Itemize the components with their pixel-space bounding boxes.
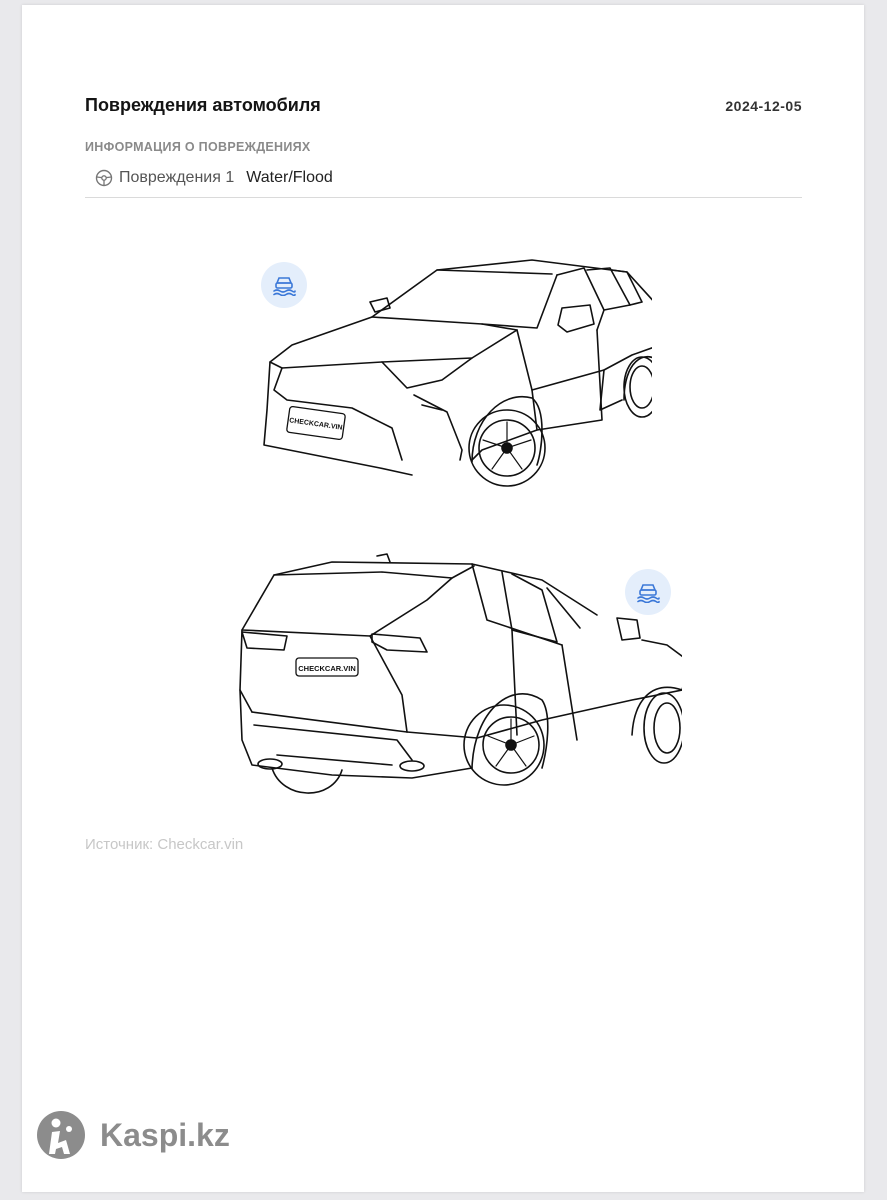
divider [85,197,802,198]
report-page [22,5,864,1192]
front-plate [286,406,345,440]
flood-car-icon [636,581,660,603]
source-note: Источник: Checkcar.vin [85,836,244,853]
steering-wheel-icon [95,169,113,187]
damage-item-value: Water/Flood [246,169,333,186]
report-date: 2024-12-05 [725,97,802,114]
svg-text:CHECKCAR.VIN: CHECKCAR.VIN [288,417,343,432]
kaspi-watermark [36,1110,230,1160]
flood-damage-marker-front[interactable] [261,262,307,308]
svg-text:CHECKCAR.VIN: CHECKCAR.VIN [298,664,356,673]
damage-section-label: ИНФОРМАЦИЯ О ПОВРЕЖДЕНИЯХ [85,140,311,154]
report-header [85,95,802,116]
damage-item [95,169,333,187]
kaspi-logo-icon [36,1110,86,1160]
car-rear-view [212,550,682,805]
kaspi-watermark-text: Kaspi.kz [100,1116,230,1153]
flood-damage-marker-rear[interactable] [625,569,671,615]
rear-plate [296,658,358,676]
damage-item-label: Повреждения 1 [119,169,235,186]
flood-car-icon [272,274,296,296]
page-title: Повреждения автомобиля [85,95,321,115]
